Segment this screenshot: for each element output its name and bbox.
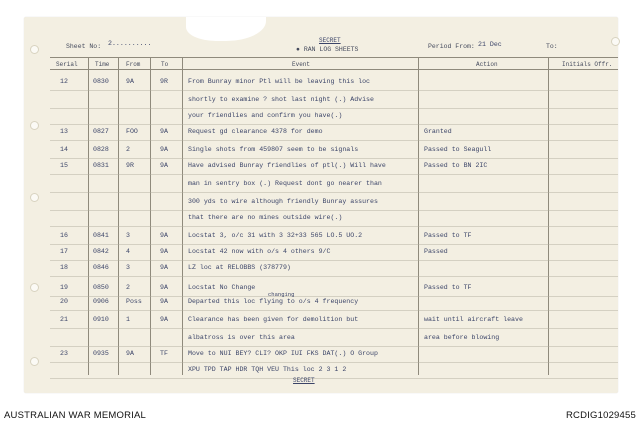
cell-serial: 15 <box>60 162 68 169</box>
cell-from: 2 <box>126 284 130 291</box>
cell-action: Passed to TF <box>424 284 472 291</box>
cell-event: Have advised Bunray friendlies of ptl(.) Will have <box>188 162 386 169</box>
cell-event: Clearance has been given for demolition but <box>188 316 359 323</box>
punch-hole <box>30 193 39 202</box>
cell-to: 9A <box>160 316 168 323</box>
cell-action: Granted <box>424 128 452 135</box>
cell-serial: 14 <box>60 146 68 153</box>
classification-bottom: SECRET <box>293 377 315 384</box>
cell-from: 4 <box>126 248 130 255</box>
archive-reference: RCDIG1029455 <box>566 410 636 421</box>
cell-time: 0846 <box>93 264 109 271</box>
cell-time: 0906 <box>93 298 109 305</box>
col-to: To <box>161 61 169 68</box>
cell-event: 300 yds to wire although friendly Bunray assures <box>188 198 378 205</box>
cell-to: 9A <box>160 128 168 135</box>
cell-from: 1 <box>126 316 130 323</box>
punch-hole <box>30 357 39 366</box>
row-rule <box>50 346 618 347</box>
col-time: Time <box>95 61 110 68</box>
col-initials: Initials Offr. <box>562 61 613 68</box>
cell-event: Departed this loc flying to o/s 4 frequency <box>188 298 359 305</box>
punch-hole <box>611 37 620 46</box>
row-rule <box>50 296 618 297</box>
col-action: Action <box>476 61 498 68</box>
punch-hole <box>30 121 39 130</box>
cell-event: albatross is over this area <box>188 334 295 341</box>
row-rule <box>50 108 618 109</box>
cell-serial: 17 <box>60 248 68 255</box>
cell-serial: 20 <box>60 298 68 305</box>
cell-to: 9A <box>160 146 168 153</box>
row-rule <box>50 140 618 141</box>
header-bottom-rule <box>50 69 618 70</box>
cell-to: 9A <box>160 248 168 255</box>
cell-serial: 23 <box>60 350 68 357</box>
row-rule <box>50 362 618 363</box>
cell-event: From Bunray minor Ptl will be leaving this loc <box>188 78 371 85</box>
row-rule <box>50 260 618 261</box>
row-rule <box>50 310 618 311</box>
cell-time: 0831 <box>93 162 109 169</box>
cell-to: 9A <box>160 264 168 271</box>
sheet-number-value: 2.......... <box>108 40 152 47</box>
cell-to: 9A <box>160 298 168 305</box>
cell-serial: 21 <box>60 316 68 323</box>
classification-top: SECRET <box>319 37 341 44</box>
cell-from: 9A <box>126 78 134 85</box>
cell-from: Poss <box>126 298 142 305</box>
col-from: From <box>126 61 141 68</box>
sheet-title: ● RAN LOG SHEETS <box>296 46 359 53</box>
row-rule <box>50 226 618 227</box>
row-rule <box>50 210 618 211</box>
cell-event: Locstat 3, o/c 31 with 3 32+33 565 LO.5 UO.2 <box>188 232 363 239</box>
cell-to: 9A <box>160 284 168 291</box>
cell-time: 0935 <box>93 350 109 357</box>
cell-from: 9A <box>126 350 134 357</box>
row-rule <box>50 244 618 245</box>
changing-annotation: changing <box>268 291 295 298</box>
row-rule <box>50 158 618 159</box>
cell-serial: 18 <box>60 264 68 271</box>
cell-time: 0828 <box>93 146 109 153</box>
cell-from: 2 <box>126 146 130 153</box>
cell-to: 9A <box>160 162 168 169</box>
period-to-label: To: <box>546 43 558 50</box>
sheet-title-text: RAN LOG SHEETS <box>303 46 359 53</box>
cell-serial: 12 <box>60 78 68 85</box>
cell-from: 9R <box>126 162 134 169</box>
cell-event: shortly to examine ? shot last night (.) Advise <box>188 96 374 103</box>
punch-hole <box>30 45 39 54</box>
cell-event: Single shots from 459807 seem to be signals <box>188 146 359 153</box>
cell-event: man in sentry box (.) Request dont go nearer than <box>188 180 382 187</box>
cell-to: 9A <box>160 232 168 239</box>
log-sheet-paper <box>24 17 618 393</box>
cell-time: 0830 <box>93 78 109 85</box>
cell-event: LZ loc at RELOBBS (378779) <box>188 264 291 271</box>
cell-action: Passed to BN 2IC <box>424 162 488 169</box>
cell-to: TF <box>160 350 168 357</box>
cell-action: Passed to Seagull <box>424 146 492 153</box>
cell-event: Locstat No Change <box>188 284 256 291</box>
cell-to: 9R <box>160 78 168 85</box>
cell-serial: 19 <box>60 284 68 291</box>
cell-action: area before blowing <box>424 334 500 341</box>
cell-event: Locstat 42 now with o/s 4 others 9/C <box>188 248 331 255</box>
row-rule <box>50 124 618 125</box>
cell-time: 0850 <box>93 284 109 291</box>
col-event: Event <box>292 61 311 68</box>
row-rule <box>50 328 618 329</box>
period-from-label: Period From: <box>428 43 475 50</box>
cell-event: Request gd clearance 4378 for demo <box>188 128 323 135</box>
cell-event: your friendlies and confirm you have(.) <box>188 112 343 119</box>
row-rule <box>50 378 618 379</box>
cell-action: Passed <box>424 248 448 255</box>
cell-time: 0910 <box>93 316 109 323</box>
cell-action: Passed to TF <box>424 232 472 239</box>
row-rule <box>50 90 618 91</box>
cell-time: 0841 <box>93 232 109 239</box>
table-top-rule <box>50 57 618 58</box>
punch-hole <box>30 283 39 292</box>
cell-from: 3 <box>126 232 130 239</box>
row-rule <box>50 276 618 277</box>
cell-event: XPU TPD TAP HDR TQH VEU This loc 2 3 1 2 <box>188 366 347 373</box>
row-rule <box>50 174 618 175</box>
col-serial: Serial <box>56 61 78 68</box>
sheet-number-label: Sheet No: <box>66 43 102 50</box>
cell-from: 3 <box>126 264 130 271</box>
paper-tear <box>186 17 266 41</box>
cell-from: FOO <box>126 128 138 135</box>
cell-time: 0842 <box>93 248 109 255</box>
row-rule <box>50 192 618 193</box>
cell-serial: 16 <box>60 232 68 239</box>
cell-time: 0827 <box>93 128 109 135</box>
cell-event: Move to NUI BEY? CLI? OKP IUI FKS DAT(.) O Group <box>188 350 378 357</box>
cell-action: wait until aircraft leave <box>424 316 523 323</box>
cell-event: that there are no mines outside wire(.) <box>188 214 343 221</box>
archive-credit: AUSTRALIAN WAR MEMORIAL <box>4 410 147 421</box>
period-from-value: 21 Dec <box>478 41 502 48</box>
cell-serial: 13 <box>60 128 68 135</box>
